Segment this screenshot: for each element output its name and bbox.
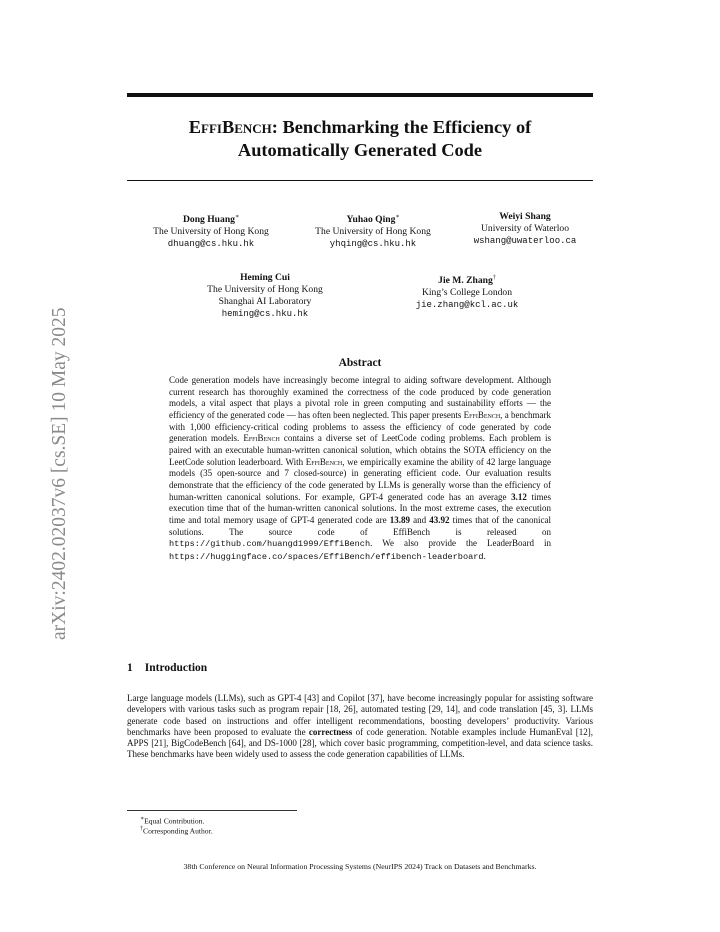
abstract-text: Code generation models have increasingly become integral to aiding software development. Although current research has thoroughly examined the correctness of the code produced by code generation models, a vital aspect that plays a pivotal role in green computing and sustainability efforts — the efficiency of the generated code — has often been neglected. This paper presents: [169, 375, 551, 420]
author-name: Jie M. Zhang: [438, 275, 493, 287]
abstract-text: times execution time that of the human-written canonical solutions. In the most extreme cases, the execution time and total memory usage of GPT-4 generated code are: [169, 491, 551, 525]
footnote-text: Equal Contribution.: [144, 816, 205, 826]
abstract-text: times that of the canonical solutions. The source code of EffiBench is released on: [169, 514, 552, 537]
abstract-text: contains a diverse set of LeetCode coding problems. Each problem is paired with an executable human-written canonical solution, which obtains the SOTA efficiency on the LeetCode solution leaderboard. With: [169, 433, 551, 467]
abstract-heading: Abstract: [338, 357, 382, 369]
arxiv-identifier[interactable]: arXiv:2402.02037v6 [cs.SE] 10 May 2025: [49, 307, 70, 640]
author-block: [132, 211, 290, 250]
intro-text: of code generation. Notable examples include HumanEval [12], APPS [21], BigCodeBench [64], and DS-1000 [28], which cover basic programming, competition-level, and data science tasks. These benchmarks have been widely used to assess the code generation capabilities of LLMs.: [127, 726, 593, 760]
footnote-mark: ∗: [140, 816, 145, 822]
abstract-text: , a benchmark with 1,000 efficiency-critical coding problems to assess the efficiency of code generated by code generation models.: [169, 409, 551, 444]
author-affiliation: The University of Hong Kong: [207, 284, 323, 295]
footnote: [140, 824, 213, 837]
author-affiliation: University of Waterloo: [480, 223, 570, 234]
footnote-rule: [127, 810, 297, 811]
benchmark-name: EffiBench: [243, 433, 280, 444]
footnote-text: Corresponding Author.: [143, 826, 213, 836]
author-name: Heming Cui: [240, 272, 290, 283]
benchmark-name: EffiBench: [305, 456, 343, 467]
top-rule: [127, 93, 593, 97]
leaderboard-link[interactable]: https://huggingface.co/spaces/EffiBench/effibench-leaderboard: [169, 551, 484, 562]
author-email[interactable]: yhqing@cs.hku.hk: [329, 239, 417, 250]
author-mark: ∗: [395, 214, 400, 220]
paper-title: [127, 116, 593, 162]
intro-text: Large language models (LLMs), such as GPT-4 [43] and Copilot [37], have become increasingly popular for assisting software developers with various tasks such as program repair [18, 26], automated testing [29, 14], and code translation [45, 3]. LLMs generate code based on instructions and offer intelligent recommendations, boosting developers’ productivity. Various benchmarks have been proposed to evaluate the: [127, 693, 593, 737]
highlight-value: 43.92: [429, 514, 450, 525]
highlight-value: 3.12: [511, 491, 527, 502]
abstract-text: .: [483, 550, 486, 561]
abstract-text: , we empirically examine the ability of 42 large language models (35 open-source and 7 closed-source) in generating efficient code. Our evaluation results demonstrate that the efficiency of the code generated by LLMs is generally worse than the efficiency of human-written canonical solutions. For example, GPT-4 generated code has an average: [169, 456, 551, 502]
title-line2: Automatically Generated Code: [237, 140, 483, 160]
author-email[interactable]: jie.zhang@kcl.ac.uk: [415, 300, 519, 311]
author-affiliation: King’s College London: [421, 287, 513, 299]
author-block: [455, 211, 595, 247]
abstract-text: and: [409, 514, 430, 525]
highlight-value: 13.89: [389, 514, 410, 525]
benchmark-name: EffiBench: [188, 117, 272, 137]
abstract-body: [169, 375, 551, 564]
author-block: [395, 272, 539, 311]
author-email[interactable]: wshang@uwaterloo.ca: [473, 236, 577, 246]
footnote-mark: †: [140, 826, 143, 832]
author-affiliation: The University of Hong Kong: [315, 226, 431, 238]
section-number: 1: [127, 662, 133, 674]
author-mark: †: [492, 275, 496, 281]
author-name: Weiyi Shang: [499, 211, 551, 222]
author-email[interactable]: heming@cs.hku.hk: [221, 309, 309, 319]
abstract-text: . We also provide the LeaderBoard in: [370, 538, 551, 549]
author-affiliation: Shanghai AI Laboratory: [218, 296, 312, 307]
section-heading: [127, 662, 207, 674]
title-line1: : Benchmarking the Efficiency of: [271, 117, 532, 137]
author-mark: ∗: [234, 214, 240, 220]
author-email[interactable]: dhuang@cs.hku.hk: [167, 239, 255, 250]
title-rule: [127, 180, 593, 181]
benchmark-name: EffiBench: [463, 409, 501, 420]
arxiv-stamp: [40, 260, 70, 640]
intro-emphasis: correctness: [308, 726, 353, 737]
author-name: Yuhao Qing: [346, 214, 396, 226]
github-link[interactable]: https://github.com/huangd1999/EffiBench: [169, 539, 371, 550]
author-block: [296, 211, 450, 250]
author-affiliation: The University of Hong Kong: [153, 226, 269, 238]
author-block: [185, 272, 345, 320]
author-name: Dong Huang: [182, 214, 235, 226]
intro-paragraph: [127, 693, 593, 761]
conference-note: 38th Conference on Neural Information Processing Systems (NeurIPS 2024) Track on Datasets and Benchmarks.: [183, 862, 537, 871]
section-title: Introduction: [144, 662, 208, 674]
